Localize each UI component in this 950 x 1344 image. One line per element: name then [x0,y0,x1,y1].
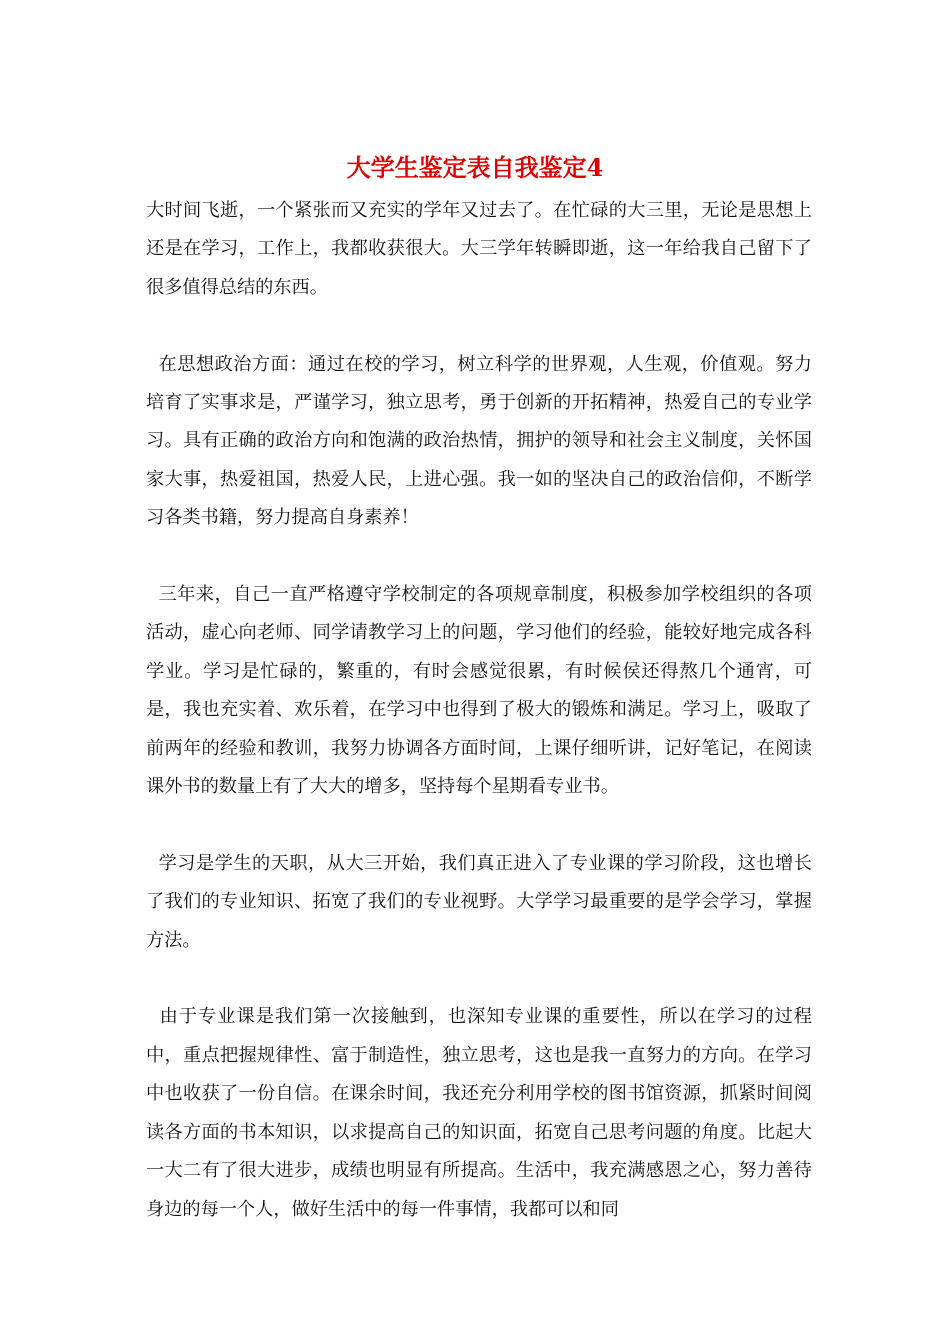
paragraph-three-years: 三年来，自己一直严格遵守学校制定的各项规章制度，积极参加学校组织的各项活动，虚心向老师、同学请教学习上的问题，学习他们的经验，能较好地完成各科学业。学习是忙碌的，繁重的，有时会感觉很累，有时候侯还得熬几个通宵，可是，我也充实着、欢乐着，在学习中也得到了极大的锻炼和满足。学习上，吸取了前两年的经验和教训，我努力协调各方面时间，上课仔细听讲，记好笔记，在阅读课外书的数量上有了大大的增多，坚持每个星期看专业书。 [146,584,812,798]
document-title: 大学生鉴定表自我鉴定4 [346,153,604,182]
paragraph-major-courses: 由于专业课是我们第一次接触到，也深知专业课的重要性，所以在学习的过程中，重点把握规律性、富于制造性，独立思考，这也是我一直努力的方向。在学习中也收获了一份自信。在课余时间，我还充分利用学校的图书馆资源，抓紧时间阅读各方面的书本知识，以求提高自己的知识面，拓宽自己思考问题的角度。比起大一大二有了很大进步，成绩也明显有所提高。生活中，我充满感恩之心，努力善待身边的每一个人，做好生活中的每一件事情，我都可以和同 [146,1006,812,1220]
paragraph-study-duty: 学习是学生的天职，从大三开始，我们真正进入了专业课的学习阶段，这也增长了我们的专业知识、拓宽了我们的专业视野。大学学习最重要的是学会学习，掌握方法。 [146,852,812,951]
paragraph-political-thought: 在思想政治方面：通过在校的学习，树立科学的世界观，人生观，价值观。努力培育了实事求是，严谨学习，独立思考，勇于创新的开拓精神，热爱自己的专业学习。具有正确的政治方向和饱满的政治热情，拥护的领导和社会主义制度，关怀国家大事，热爱祖国，热爱人民，上进心强。我一如的坚决自己的政治信仰，不断学习各类书籍，努力提高自身素养！ [146,353,812,529]
document-body [146,192,812,1267]
paragraph-intro: 大时间飞逝，一个紧张而又充实的学年又过去了。在忙碌的大三里，无论是思想上还是在学习，工作上，我都收获很大。大三学年转瞬即逝，这一年给我自己留下了很多值得总结的东西。 [146,200,812,298]
